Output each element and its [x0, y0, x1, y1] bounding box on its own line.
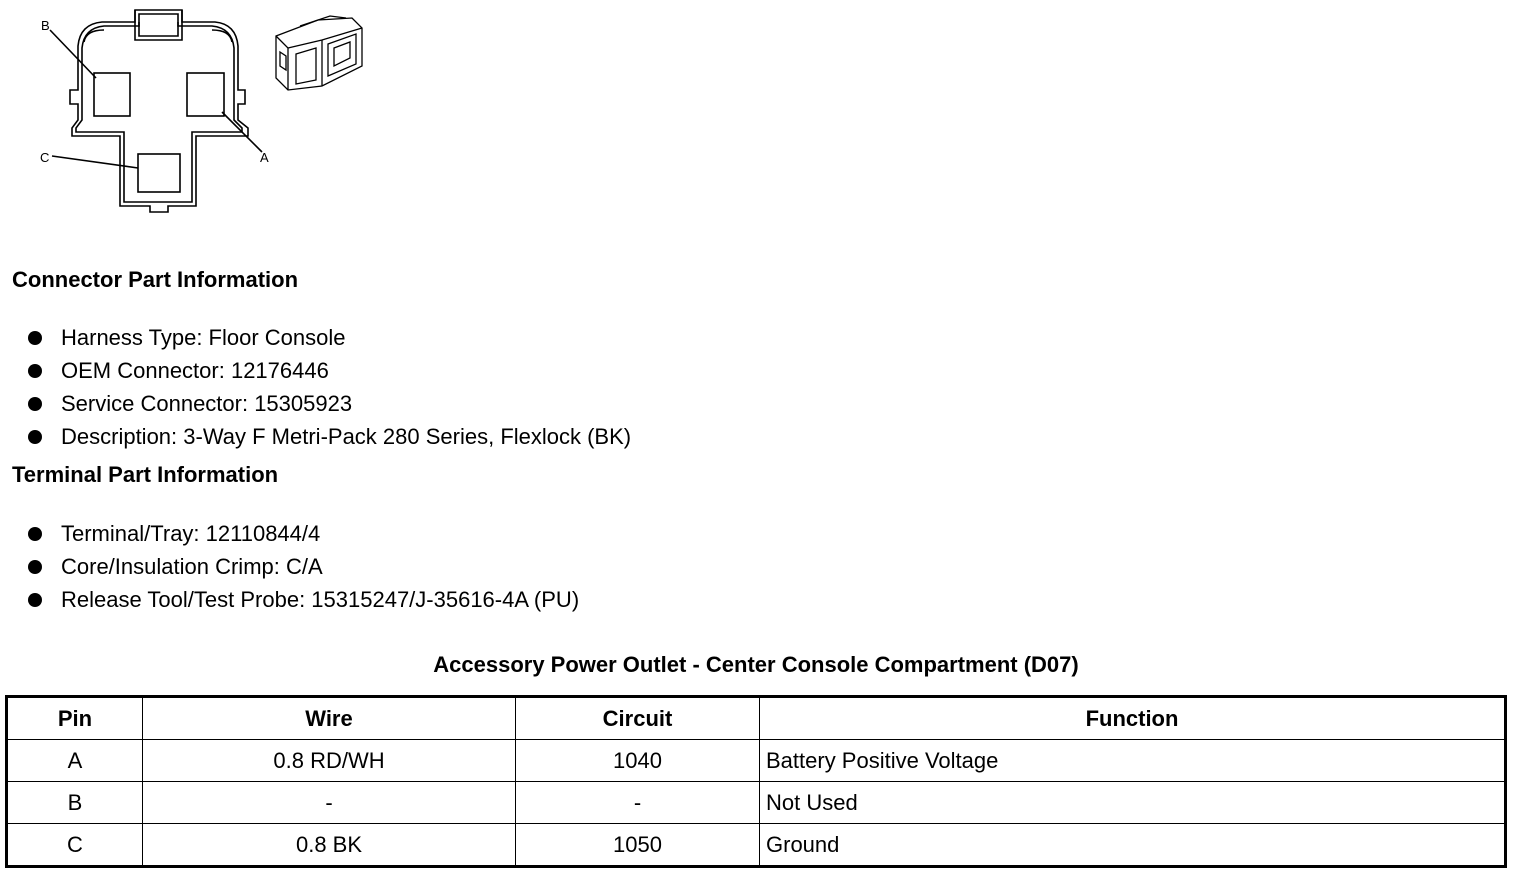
pin-table-title: Accessory Power Outlet - Center Console Compartment (D07) [433, 652, 1079, 677]
list-item-text: Release Tool/Test Probe: 15315247/J-35616-4A (PU) [61, 587, 580, 612]
table-row [7, 740, 1506, 782]
bullet-icon [28, 560, 42, 574]
cell-pin: A [7, 740, 143, 782]
header-function: Function [760, 697, 1506, 740]
cell-circuit: - [516, 782, 760, 824]
pin-label-b: B [41, 18, 50, 33]
connector-3d-illustration [276, 16, 362, 90]
header-wire: Wire [143, 697, 516, 740]
cavity-b [94, 73, 130, 116]
connector-info-list [28, 321, 631, 453]
list-item-text: Service Connector: 15305923 [61, 391, 353, 416]
cavity-c [138, 154, 180, 192]
terminal-info-title: Terminal Part Information [12, 462, 279, 487]
connector-diagram [0, 0, 380, 225]
connector-info-title: Connector Part Information [12, 267, 299, 292]
bullet-icon [28, 430, 42, 444]
list-item [28, 420, 631, 453]
cell-wire: - [143, 782, 516, 824]
header-circuit: Circuit [516, 697, 760, 740]
bullet-icon [28, 331, 42, 345]
cell-wire: 0.8 BK [143, 824, 516, 867]
list-item-text: OEM Connector: 12176446 [61, 358, 329, 383]
connector-latch [135, 22, 182, 40]
pin-label-c: C [40, 150, 50, 165]
list-item [28, 387, 631, 420]
bullet-icon [28, 397, 42, 411]
list-item [28, 583, 579, 616]
cell-pin: B [7, 782, 143, 824]
list-item-text: Description: 3-Way F Metri-Pack 280 Series, Flexlock (BK) [61, 424, 632, 449]
pin-table [5, 695, 1507, 868]
leader-c [52, 156, 138, 168]
connector-face-view [0, 0, 380, 225]
bullet-icon [28, 364, 42, 378]
terminal-info-list [28, 517, 579, 616]
cavity-a [187, 73, 224, 116]
cell-function: Battery Positive Voltage [760, 740, 1506, 782]
leader-b [50, 30, 96, 78]
table-header-row [7, 697, 1506, 740]
cell-function: Ground [760, 824, 1506, 867]
table-row [7, 782, 1506, 824]
list-item-text: Terminal/Tray: 12110844/4 [61, 521, 321, 546]
connector-housing-inner [76, 14, 242, 202]
list-item-text: Core/Insulation Crimp: C/A [61, 554, 323, 579]
cell-pin: C [7, 824, 143, 867]
cell-circuit: 1050 [516, 824, 760, 867]
list-item-text: Harness Type: Floor Console [61, 325, 346, 350]
list-item [28, 550, 579, 583]
cell-wire: 0.8 RD/WH [143, 740, 516, 782]
cell-circuit: 1040 [516, 740, 760, 782]
bullet-icon [28, 527, 42, 541]
list-item [28, 517, 579, 550]
table-row [7, 824, 1506, 867]
list-item [28, 354, 631, 387]
cell-function: Not Used [760, 782, 1506, 824]
header-pin: Pin [7, 697, 143, 740]
bullet-icon [28, 593, 42, 607]
list-item [28, 321, 631, 354]
pin-label-a: A [260, 150, 269, 165]
